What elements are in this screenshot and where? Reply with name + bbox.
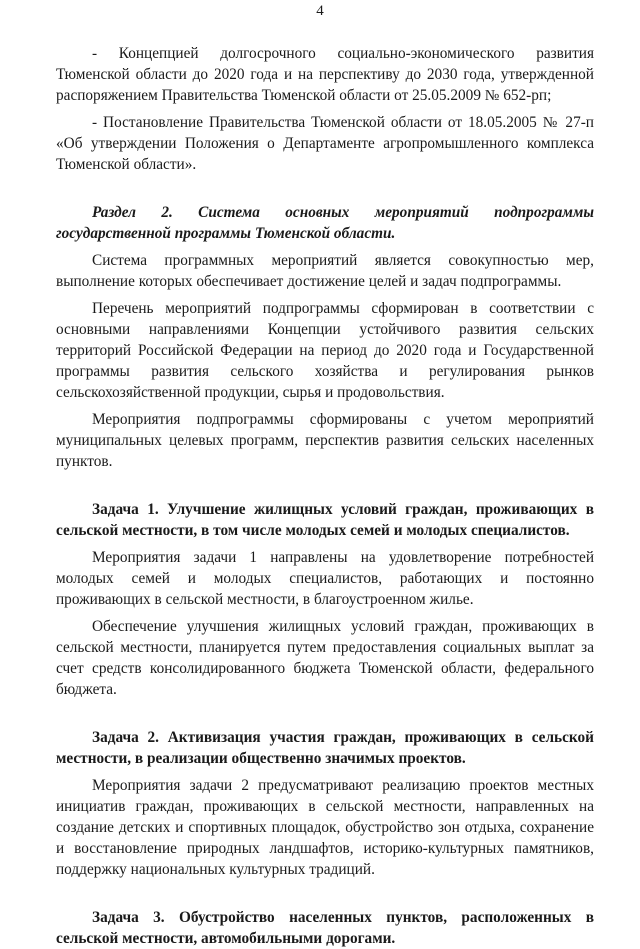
- page-number: 4: [316, 3, 324, 19]
- document-body: [56, 43, 594, 949]
- task-3-heading: Задача 3. Обустройство населенных пунктов, расположенных в сельской местности, автомобильными дорогами.: [56, 909, 594, 947]
- task-1-heading: Задача 1. Улучшение жилищных условий граждан, проживающих в сельской местности, в том числе молодых семей и молодых специалистов.: [56, 501, 594, 539]
- paragraph-measures-formed: Мероприятия подпрограммы сформированы с учетом мероприятий муниципальных целевых программ, перспектив развития сельских населенных пунктов.: [56, 411, 594, 470]
- task-2-heading: Задача 2. Активизация участия граждан, проживающих в сельской местности, в реализации общественно значимых проектов.: [56, 729, 594, 767]
- paragraph-task-1-housing: Обеспечение улучшения жилищных условий граждан, проживающих в сельской местности, планируется путем предоставления социальных выплат за счет средств консолидированного бюджета Тюменской области, федерального бюджета.: [56, 618, 594, 698]
- paragraph-system-of-measures: Система программных мероприятий является совокупностью мер, выполнение которых обеспечивает достижение целей и задач подпрограммы.: [56, 252, 594, 290]
- paragraph-task-1-measures: Мероприятия задачи 1 направлены на удовлетворение потребностей молодых семей и молодых специалистов, работающих и постоянно проживающих в сельской местности, в благоустроенном жилье.: [56, 549, 594, 608]
- paragraph-list-of-measures: Перечень мероприятий подпрограммы сформирован в соответствии с основными направлениями Концепции устойчивого развития сельских территорий Российской Федерации на период до 2020 года и Государственной программы развития сельского хозяйства и регулирования рынков сельскохозяйственной продукции, сырья и продовольствия.: [56, 300, 594, 401]
- paragraph-concept-reference: - Концепцией долгосрочного социально-экономического развития Тюменской области до 2020 года и на перспективу до 2030 года, утвержденной распоряжением Правительства Тюменской области от 25.05.2009 № 652-рп;: [56, 45, 594, 104]
- section-heading: Раздел 2. Система основных мероприятий подпрограммы государственной программы Тюменской области.: [56, 204, 594, 242]
- paragraph-task-2-measures: Мероприятия задачи 2 предусматривают реализацию проектов местных инициатив граждан, проживающих в сельской местности, направленных на создание детских и спортивных площадок, обустройство зон отдыха, сохранение и восстановление природных ландшафтов, историко-культурных памятников, поддержку национальных культурных традиций.: [56, 777, 594, 878]
- paragraph-regulation-reference: - Постановление Правительства Тюменской области от 18.05.2005 № 27-п «Об утверждении Положения о Департаменте агропромышленного комплекса Тюменской области».: [56, 114, 594, 173]
